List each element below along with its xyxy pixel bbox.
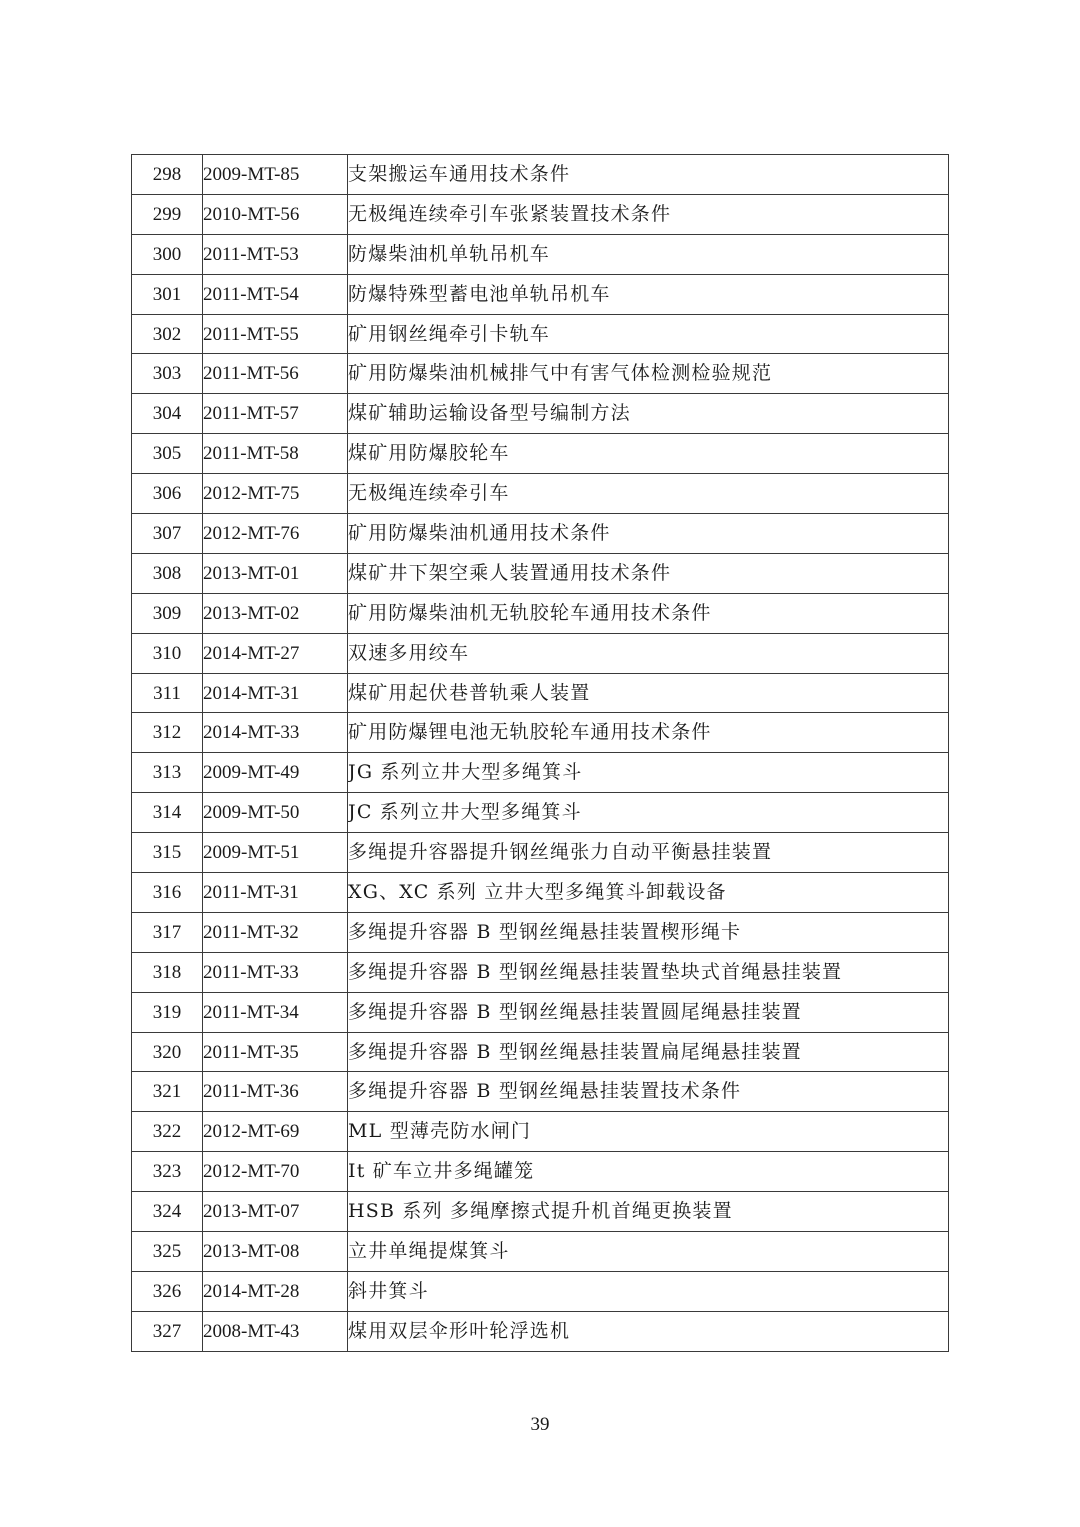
- standard-name-cell: ML 型薄壳防水闸门: [348, 1112, 949, 1152]
- row-number-cell: 318: [132, 952, 203, 992]
- standard-name-cell: 多绳提升容器 B 型钢丝绳悬挂装置扁尾绳悬挂装置: [348, 1032, 949, 1072]
- standard-code-cell: 2011-MT-36: [203, 1072, 348, 1112]
- standard-code-cell: 2010-MT-56: [203, 194, 348, 234]
- standard-code-cell: 2011-MT-56: [203, 354, 348, 394]
- standard-name-cell: 煤矿辅助运输设备型号编制方法: [348, 394, 949, 434]
- standard-name-cell: 煤矿用防爆胶轮车: [348, 434, 949, 474]
- row-number-cell: 323: [132, 1152, 203, 1192]
- standard-name-cell: 多绳提升容器 B 型钢丝绳悬挂装置楔形绳卡: [348, 912, 949, 952]
- row-number-cell: 312: [132, 713, 203, 753]
- standard-code-cell: 2009-MT-85: [203, 155, 348, 195]
- row-number-cell: 317: [132, 912, 203, 952]
- standard-name-cell: 矿用防爆柴油机械排气中有害气体检测检验规范: [348, 354, 949, 394]
- table-row: [132, 155, 949, 195]
- standard-name-cell: XG、XC 系列 立井大型多绳箕斗卸载设备: [348, 873, 949, 913]
- table-row: [132, 194, 949, 234]
- standard-name-cell: 支架搬运车通用技术条件: [348, 155, 949, 195]
- table-row: [132, 793, 949, 833]
- standard-code-cell: 2012-MT-75: [203, 474, 348, 514]
- row-number-cell: 319: [132, 992, 203, 1032]
- standards-table-body: [132, 155, 949, 1352]
- standard-name-cell: 矿用防爆锂电池无轨胶轮车通用技术条件: [348, 713, 949, 753]
- standard-code-cell: 2009-MT-49: [203, 753, 348, 793]
- standard-code-cell: 2011-MT-34: [203, 992, 348, 1032]
- table-row: [132, 474, 949, 514]
- row-number-cell: 314: [132, 793, 203, 833]
- standard-code-cell: 2014-MT-31: [203, 673, 348, 713]
- table-row: [132, 633, 949, 673]
- standard-code-cell: 2011-MT-57: [203, 394, 348, 434]
- row-number-cell: 305: [132, 434, 203, 474]
- row-number-cell: 299: [132, 194, 203, 234]
- standard-name-cell: 煤矿用起伏巷普轨乘人装置: [348, 673, 949, 713]
- row-number-cell: 303: [132, 354, 203, 394]
- standard-code-cell: 2014-MT-28: [203, 1271, 348, 1311]
- table-row: [132, 234, 949, 274]
- standard-name-cell: 双速多用绞车: [348, 633, 949, 673]
- row-number-cell: 326: [132, 1271, 203, 1311]
- standard-code-cell: 2012-MT-76: [203, 514, 348, 554]
- row-number-cell: 310: [132, 633, 203, 673]
- standard-code-cell: 2009-MT-51: [203, 833, 348, 873]
- table-row: [132, 1152, 949, 1192]
- row-number-cell: 322: [132, 1112, 203, 1152]
- table-row: [132, 553, 949, 593]
- row-number-cell: 307: [132, 514, 203, 554]
- standard-code-cell: 2014-MT-33: [203, 713, 348, 753]
- table-row: [132, 673, 949, 713]
- standard-name-cell: 矿用防爆柴油机通用技术条件: [348, 514, 949, 554]
- standard-code-cell: 2011-MT-35: [203, 1032, 348, 1072]
- standard-name-cell: 矿用钢丝绳牵引卡轨车: [348, 314, 949, 354]
- table-row: [132, 833, 949, 873]
- standard-name-cell: 防爆特殊型蓄电池单轨吊机车: [348, 274, 949, 314]
- row-number-cell: 298: [132, 155, 203, 195]
- standard-code-cell: 2011-MT-33: [203, 952, 348, 992]
- table-row: [132, 1112, 949, 1152]
- row-number-cell: 304: [132, 394, 203, 434]
- table-row: [132, 593, 949, 633]
- standard-code-cell: 2008-MT-43: [203, 1311, 348, 1351]
- standard-name-cell: HSB 系列 多绳摩擦式提升机首绳更换装置: [348, 1192, 949, 1232]
- table-row: [132, 1271, 949, 1311]
- standard-name-cell: 防爆柴油机单轨吊机车: [348, 234, 949, 274]
- row-number-cell: 308: [132, 553, 203, 593]
- table-row: [132, 1032, 949, 1072]
- standard-name-cell: 多绳提升容器 B 型钢丝绳悬挂装置技术条件: [348, 1072, 949, 1112]
- row-number-cell: 306: [132, 474, 203, 514]
- standard-name-cell: JG 系列立井大型多绳箕斗: [348, 753, 949, 793]
- table-row: [132, 753, 949, 793]
- standard-code-cell: 2011-MT-32: [203, 912, 348, 952]
- standard-name-cell: 煤矿井下架空乘人装置通用技术条件: [348, 553, 949, 593]
- table-row: [132, 434, 949, 474]
- table-row: [132, 1192, 949, 1232]
- standard-name-cell: 矿用防爆柴油机无轨胶轮车通用技术条件: [348, 593, 949, 633]
- standard-code-cell: 2009-MT-50: [203, 793, 348, 833]
- table-row: [132, 952, 949, 992]
- table-row: [132, 394, 949, 434]
- row-number-cell: 320: [132, 1032, 203, 1072]
- table-row: [132, 314, 949, 354]
- row-number-cell: 325: [132, 1232, 203, 1272]
- table-row: [132, 1072, 949, 1112]
- row-number-cell: 324: [132, 1192, 203, 1232]
- standard-name-cell: 立井单绳提煤箕斗: [348, 1232, 949, 1272]
- row-number-cell: 313: [132, 753, 203, 793]
- row-number-cell: 301: [132, 274, 203, 314]
- standard-name-cell: 多绳提升容器提升钢丝绳张力自动平衡悬挂装置: [348, 833, 949, 873]
- standard-name-cell: 无极绳连续牵引车张紧装置技术条件: [348, 194, 949, 234]
- standard-code-cell: 2013-MT-08: [203, 1232, 348, 1272]
- table-row: [132, 912, 949, 952]
- row-number-cell: 300: [132, 234, 203, 274]
- standard-code-cell: 2013-MT-01: [203, 553, 348, 593]
- table-row: [132, 1232, 949, 1272]
- standard-code-cell: 2013-MT-07: [203, 1192, 348, 1232]
- standard-code-cell: 2011-MT-58: [203, 434, 348, 474]
- table-row: [132, 873, 949, 913]
- page-number: 39: [530, 1414, 550, 1435]
- standard-name-cell: 多绳提升容器 B 型钢丝绳悬挂装置垫块式首绳悬挂装置: [348, 952, 949, 992]
- standards-table: [131, 154, 949, 1352]
- table-row: [132, 354, 949, 394]
- table-row: [132, 992, 949, 1032]
- row-number-cell: 321: [132, 1072, 203, 1112]
- table-row: [132, 713, 949, 753]
- standard-name-cell: 斜井箕斗: [348, 1271, 949, 1311]
- standard-code-cell: 2011-MT-31: [203, 873, 348, 913]
- standard-code-cell: 2013-MT-02: [203, 593, 348, 633]
- standard-code-cell: 2011-MT-53: [203, 234, 348, 274]
- standard-code-cell: 2011-MT-55: [203, 314, 348, 354]
- row-number-cell: 327: [132, 1311, 203, 1351]
- standard-name-cell: JC 系列立井大型多绳箕斗: [348, 793, 949, 833]
- standard-name-cell: 煤用双层伞形叶轮浮选机: [348, 1311, 949, 1351]
- row-number-cell: 316: [132, 873, 203, 913]
- standard-code-cell: 2014-MT-27: [203, 633, 348, 673]
- standard-code-cell: 2012-MT-70: [203, 1152, 348, 1192]
- table-row: [132, 514, 949, 554]
- table-row: [132, 1311, 949, 1351]
- standard-name-cell: It 矿车立井多绳罐笼: [348, 1152, 949, 1192]
- standard-name-cell: 多绳提升容器 B 型钢丝绳悬挂装置圆尾绳悬挂装置: [348, 992, 949, 1032]
- row-number-cell: 315: [132, 833, 203, 873]
- standard-code-cell: 2011-MT-54: [203, 274, 348, 314]
- row-number-cell: 311: [132, 673, 203, 713]
- table-row: [132, 274, 949, 314]
- row-number-cell: 309: [132, 593, 203, 633]
- standard-name-cell: 无极绳连续牵引车: [348, 474, 949, 514]
- row-number-cell: 302: [132, 314, 203, 354]
- standard-code-cell: 2012-MT-69: [203, 1112, 348, 1152]
